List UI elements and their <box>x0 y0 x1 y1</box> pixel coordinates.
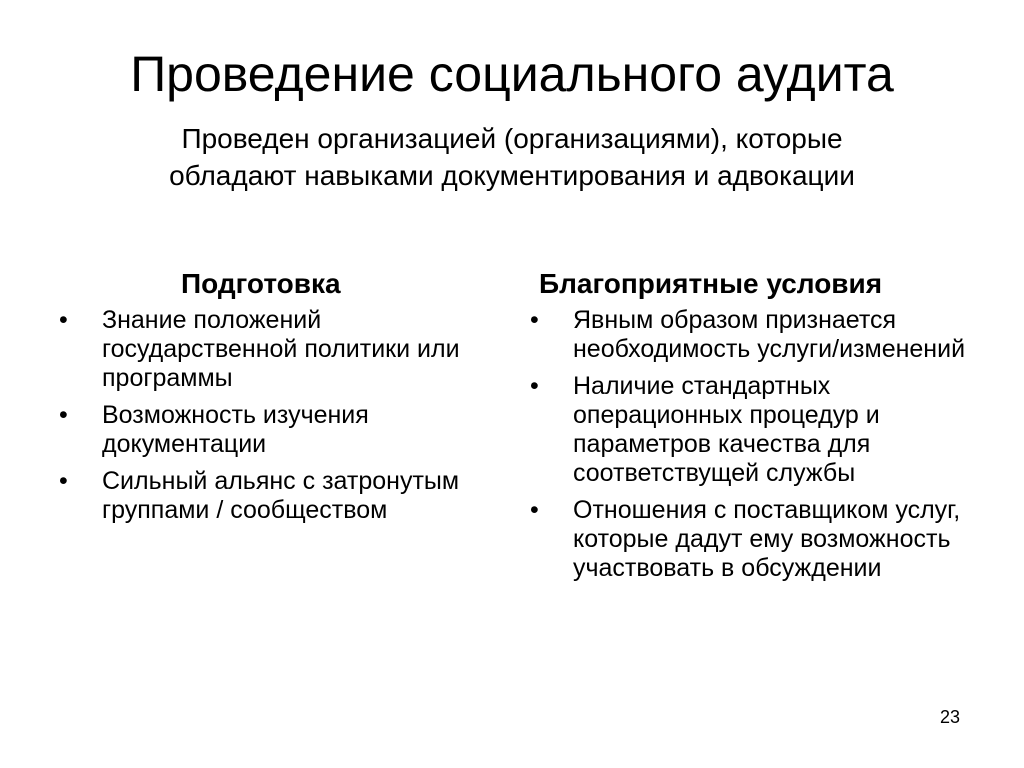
bullet-icon: • <box>59 467 68 495</box>
bullet-text: Сильный альянс с затронутым группами / сообществом <box>102 467 460 524</box>
list-item <box>57 306 497 393</box>
list-item <box>57 467 497 525</box>
subtitle-line-1: Проведен организацией (организациями), которые <box>181 123 843 154</box>
right-column <box>528 266 988 591</box>
bullet-icon: • <box>530 372 539 400</box>
list-item <box>528 496 988 583</box>
list-item <box>528 372 988 488</box>
bullet-icon: • <box>530 496 539 524</box>
right-bullet-list <box>528 306 988 583</box>
list-item <box>528 306 988 364</box>
left-column-heading: Подготовка <box>181 268 341 299</box>
bullet-text: Знание положений государственной политики или программы <box>102 306 460 392</box>
subtitle-line-2: обладают навыками документирования и адвокации <box>169 160 855 191</box>
bullet-text: Наличие стандартных операционных процедур и параметров качества для соответствущей службы <box>573 372 880 487</box>
slide-title: Проведение социального аудита <box>130 46 894 102</box>
right-column-heading: Благоприятные условия <box>539 268 883 299</box>
left-column <box>57 266 497 533</box>
left-bullet-list <box>57 306 497 525</box>
bullet-text: Явным образом признается необходимость услуги/изменений <box>573 306 966 363</box>
page-number: 23 <box>939 707 961 727</box>
bullet-text: Отношения с поставщиком услуг, которые дадут ему возможность участвовать в обсуждении <box>573 496 961 582</box>
list-item <box>57 401 497 459</box>
bullet-icon: • <box>59 401 68 429</box>
bullet-icon: • <box>59 306 68 334</box>
bullet-icon: • <box>530 306 539 334</box>
bullet-text: Возможность изучения документации <box>102 401 369 458</box>
slide-subtitle <box>40 120 984 194</box>
